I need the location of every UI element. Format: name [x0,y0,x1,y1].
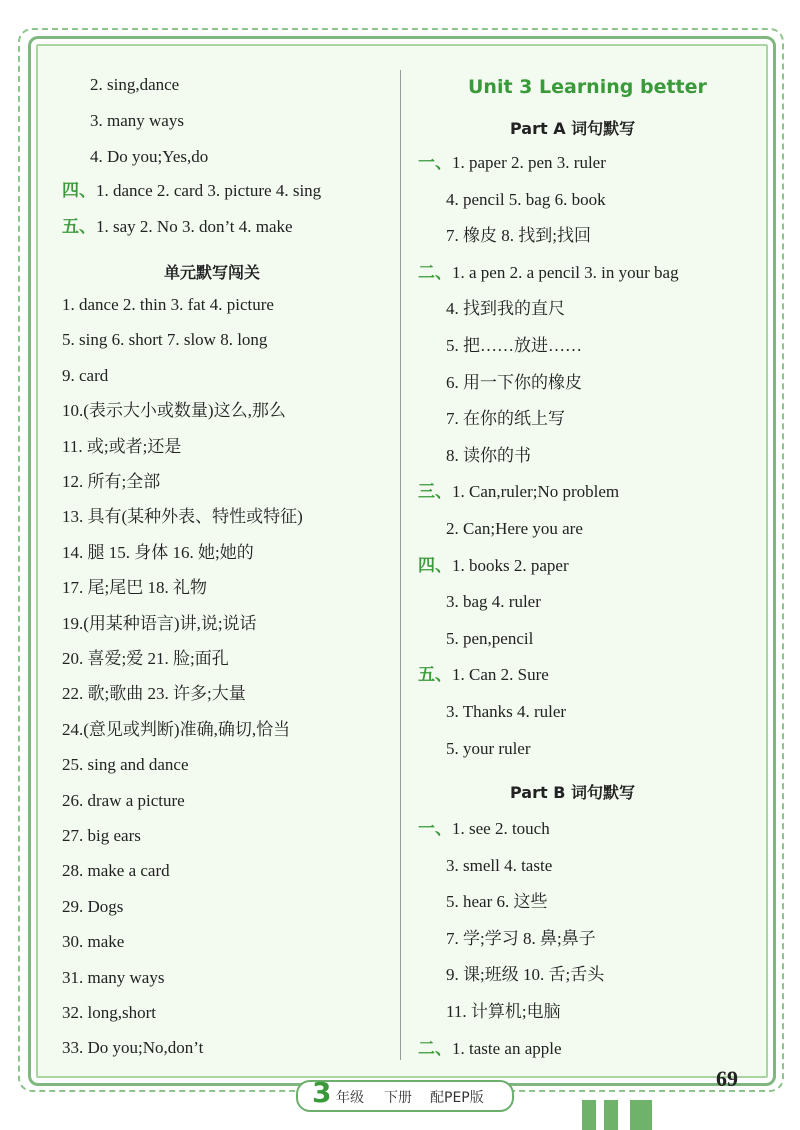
list-item: 3. bag 4. ruler [446,592,541,612]
list-item: 1. dance 2. thin 3. fat 4. picture [62,295,274,314]
section-marker: 二、 [418,262,452,283]
edition-label: 配PEP版 [430,1090,484,1106]
unit-title: Unit 3 Learning better [468,76,707,98]
section-text: 1. paper 2. pen 3. ruler [452,153,606,172]
list-item: 14. 腿 15. 身体 16. 她;她的 [62,542,254,562]
section-marker: 一、 [418,819,452,839]
list-item: 3. Thanks 4. ruler [446,702,567,721]
list-item [418,481,619,503]
section-marker: 五、 [418,665,452,686]
list-item: 2. Can;Here you are [446,519,583,538]
list-item: 13. 具有(某种外表、特性或特征) [62,507,303,527]
list-item: 5. hear 6. 这些 [446,892,548,912]
list-item: 9. card [62,365,109,385]
list-item: 33. Do you;No,don’t [62,1038,204,1058]
list-item [418,152,606,174]
list-item: 8. 读你的书 [446,445,531,465]
list-item: 11. 或;或者;还是 [62,436,182,456]
section-marker: 二、 [418,1038,452,1059]
footer-badge [296,1076,514,1112]
list-item: 22. 歌;歌曲 23. 许多;大量 [62,684,246,704]
list-item: 2. sing,dance [90,75,180,94]
list-item: 7. 橡皮 8. 找到;找回 [446,226,591,246]
list-item: 4. pencil 5. bag 6. book [446,189,606,209]
list-item: 29. Dogs [62,896,124,916]
list-item: 30. make [62,932,125,952]
list-item: 32. long,short [62,1003,156,1022]
list-item: 12. 所有;全部 [62,472,161,491]
list-item: 5. pen,pencil [446,628,534,648]
list-item: 24.(意见或判断)准确,确切,恰当 [62,719,291,739]
list-item: 9. 课;班级 10. 舌;舌头 [446,965,605,985]
list-item: 7. 学;学习 8. 鼻;鼻子 [446,928,596,948]
section-marker: 四、 [418,555,452,576]
list-item: 28. make a card [62,861,170,881]
grade-label: 年级 [336,1090,364,1106]
section-5 [62,216,293,238]
section-text: 1. dance 2. card 3. picture 4. sing [96,181,322,200]
list-item: 11. 计算机;电脑 [446,1002,561,1021]
list-item: 26. draw a picture [62,790,185,810]
grade-number: 3 [312,1076,332,1109]
term-label: 下册 [384,1090,412,1106]
list-item: 7. 在你的纸上写 [446,409,565,429]
list-item: 10.(表示大小或数量)这么,那么 [62,401,286,421]
section-text: 1. taste an apple [452,1038,562,1058]
section-text: 1. say 2. No 3. don’t 4. make [96,217,293,236]
section-text: 1. books 2. paper [452,555,569,575]
section-text: 1. a pen 2. a pencil 3. in your bag [452,262,679,282]
section-heading: 单元默写闯关 [164,263,261,282]
page-number: 69 [716,1066,738,1091]
list-item: 6. 用一下你的橡皮 [446,372,582,392]
section-marker: 三、 [418,482,452,503]
list-item: 3. many ways [90,111,184,130]
section-text: 1. see 2. touch [452,819,550,838]
list-item: 3. smell 4. taste [446,855,553,875]
list-item: 19.(用某种语言)讲,说;说话 [62,613,257,633]
section-text: 1. Can 2. Sure [452,665,549,685]
list-item [418,818,550,840]
decorative-bar [582,1100,596,1130]
section-4 [62,180,321,202]
list-item: 5. 把……放进…… [446,336,582,355]
section-marker: 五、 [62,217,96,237]
list-item: 20. 喜爱;爱 21. 脸;面孔 [62,649,229,668]
part-b-heading: Part B 词句默写 [510,783,635,802]
section-marker: 四、 [62,181,96,201]
list-item [418,664,549,686]
section-marker: 一、 [418,153,452,173]
list-item [418,555,569,577]
part-a-heading: Part A 词句默写 [510,119,636,138]
list-item: 4. Do you;Yes,do [90,147,209,166]
list-item: 5. sing 6. short 7. slow 8. long [62,330,268,350]
list-item: 17. 尾;尾巴 18. 礼物 [62,578,207,598]
column-divider [400,70,401,1060]
list-item [418,262,679,284]
list-item: 31. many ways [62,967,165,987]
list-item: 4. 找到我的直尺 [446,299,565,319]
list-item [418,1038,562,1060]
section-text: 1. Can,ruler;No problem [452,482,620,502]
decorative-bar [604,1100,618,1130]
list-item: 27. big ears [62,826,141,845]
decorative-bar [630,1100,652,1130]
list-item: 25. sing and dance [62,755,189,775]
list-item: 5. your ruler [446,738,531,758]
